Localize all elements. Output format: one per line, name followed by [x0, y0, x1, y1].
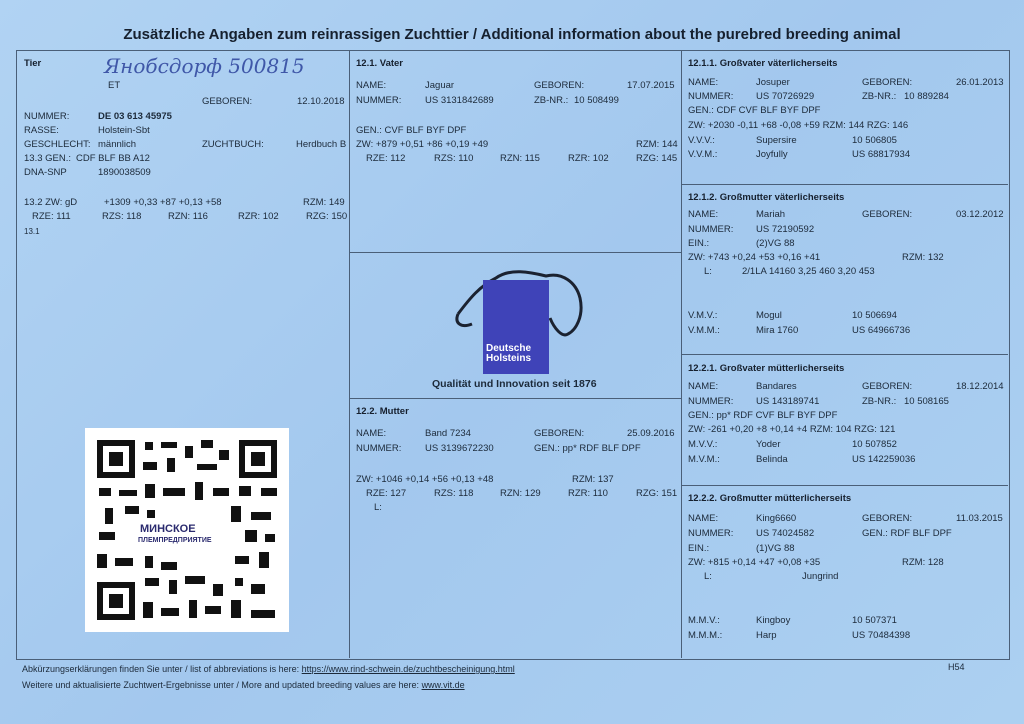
- gf-mat-name: Bandares: [756, 381, 797, 392]
- gf-mat-header: 12.2.1. Großvater mütterlicherseits: [688, 363, 845, 374]
- gm-pat-vmv-nr: 10 506694: [852, 310, 897, 321]
- rzg-value: RZG: 150: [306, 211, 348, 222]
- gm-mat-zw: ZW: +815 +0,14 +47 +0,08 +35: [688, 557, 821, 568]
- gf-mat-mvm-nr: US 142259036: [852, 454, 916, 465]
- gm-pat-number: US 72190592: [756, 224, 815, 235]
- handwritten-name: Янобсдорф 500815: [104, 54, 305, 78]
- father-rzm: RZM: 144: [636, 139, 678, 150]
- holstein-logo: [450, 268, 590, 378]
- gm-mat-mmv-label: M.M.V.:: [688, 615, 720, 626]
- gm-pat-born-label: GEBOREN:: [862, 209, 913, 220]
- gm-pat-l: L:: [704, 266, 712, 277]
- gm-pat-ein-label: EIN.:: [688, 238, 710, 249]
- gm-pat-vmv: Mogul: [756, 310, 782, 321]
- gf-mat-zb: 10 508165: [904, 396, 949, 407]
- animal-number: DE 03 613 45975: [98, 111, 172, 122]
- divider: [350, 252, 681, 253]
- logo-text: [486, 344, 531, 364]
- breed-label: RASSE:: [24, 125, 59, 136]
- father-rzn: RZN: 115: [500, 153, 540, 164]
- divider: [349, 51, 350, 658]
- gm-mat-l: L:: [704, 571, 712, 582]
- gm-mat-born-label: GEBOREN:: [862, 513, 913, 524]
- gm-pat-vmv-label: V.M.V.:: [688, 310, 718, 321]
- father-name: Jaguar: [425, 80, 455, 91]
- father-gen: GEN.: CVF BLF BYF DPF: [356, 125, 467, 136]
- herdbook: Herdbuch B: [296, 139, 347, 150]
- rzs-value: RZS: 118: [102, 211, 142, 222]
- mother-name: Band 7234: [425, 428, 471, 439]
- gf-pat-vvv-label: V.V.V.:: [688, 135, 715, 146]
- father-born: 17.07.2015: [627, 80, 675, 91]
- gen-label: 13.3 GEN.:: [24, 153, 71, 164]
- gm-mat-ein-label: EIN.:: [688, 543, 710, 554]
- gf-mat-mvm-label: M.V.M.:: [688, 454, 720, 465]
- gm-pat-name-label: NAME:: [688, 209, 719, 220]
- gm-pat-ein: (2)VG 88: [756, 238, 795, 249]
- gf-mat-mvv-nr: 10 507852: [852, 439, 897, 450]
- divider: [682, 354, 1008, 355]
- gf-pat-header: 12.1.1. Großvater väterlicherseits: [688, 58, 838, 69]
- gf-pat-number: US 70726929: [756, 91, 815, 102]
- gf-mat-number-label: NUMMER:: [688, 396, 734, 407]
- gm-pat-vmm: Mira 1760: [756, 325, 799, 336]
- born-label: GEBOREN:: [202, 96, 253, 107]
- mother-rze: RZE: 127: [366, 488, 407, 499]
- gf-pat-zb-label: ZB-NR.:: [862, 91, 897, 102]
- gm-mat-mmm-label: M.M.M.:: [688, 630, 723, 641]
- gf-pat-name: Josuper: [756, 77, 790, 88]
- rzn-value: RZN: 116: [168, 211, 208, 222]
- gm-pat-vmm-nr: US 64966736: [852, 325, 911, 336]
- gf-mat-mvv-label: M.V.V.:: [688, 439, 718, 450]
- zw-values: +1309 +0,33 +87 +0,13 +58: [104, 197, 222, 208]
- divider: [350, 398, 681, 399]
- gm-mat-number: US 74024582: [756, 528, 815, 539]
- logo-line2: Holsteins: [486, 353, 532, 364]
- gm-pat-header: 12.1.2. Großmutter väterlicherseits: [688, 192, 845, 203]
- footer-text-2: Weitere und aktualisierte Zuchtwert-Ergebnisse unter / More and updated breeding values are here:: [22, 680, 422, 690]
- gm-mat-l-value: Jungrind: [802, 571, 839, 582]
- gm-pat-born: 03.12.2012: [956, 209, 1004, 220]
- mother-rzg: RZG: 151: [636, 488, 678, 499]
- vit-link[interactable]: www.vit.de: [421, 680, 465, 690]
- gm-mat-name: King6660: [756, 513, 797, 524]
- rze-value: RZE: 111: [32, 211, 71, 222]
- mother-rzn: RZN: 129: [500, 488, 541, 499]
- mother-number-label: NUMMER:: [356, 443, 402, 454]
- snp-label: DNA-SNP: [24, 167, 67, 178]
- gm-mat-number-label: NUMMER:: [688, 528, 734, 539]
- gm-mat-gen: GEN.: RDF BLF DPF: [862, 528, 952, 539]
- mother-rzs: RZS: 118: [434, 488, 474, 499]
- gm-pat-name: Mariah: [756, 209, 786, 220]
- logo-line1: Deutsche: [486, 343, 532, 354]
- mother-gen: GEN.: pp* RDF BLF DPF: [534, 443, 641, 454]
- mother-header: 12.2. Mutter: [356, 406, 409, 417]
- gf-mat-zb-label: ZB-NR.:: [862, 396, 897, 407]
- rzm-value: RZM: 149: [303, 197, 345, 208]
- gf-pat-number-label: NUMMER:: [688, 91, 734, 102]
- gf-mat-mvv: Yoder: [756, 439, 781, 450]
- gm-mat-ein: (1)VG 88: [756, 543, 795, 554]
- mother-rzr: RZR: 110: [568, 488, 608, 499]
- mother-number: US 3139672230: [425, 443, 494, 454]
- gf-pat-vvm-label: V.V.M.:: [688, 149, 718, 160]
- document-title: Zusätzliche Angaben zum reinrassigen Zuchttier / Additional information about the purebred breeding animal: [123, 26, 901, 43]
- gm-mat-mmv-nr: 10 507371: [852, 615, 897, 626]
- slogan: Qualität und Innovation seit 1876: [432, 378, 597, 390]
- father-zb: 10 508499: [574, 95, 619, 106]
- divider: [682, 485, 1008, 486]
- abbreviations-link[interactable]: https://www.rind-schwein.de/zuchtbescheinigung.html: [301, 664, 515, 674]
- gf-pat-gen: GEN.: CDF CVF BLF BYF DPF: [688, 105, 821, 116]
- gf-pat-vvv: Supersire: [756, 135, 797, 146]
- father-zb-label: ZB-NR.:: [534, 95, 569, 106]
- et-mark: ET: [108, 80, 121, 91]
- animal-header: Tier: [24, 58, 42, 69]
- gf-pat-vvm: Joyfully: [756, 149, 788, 160]
- gm-mat-rzm: RZM: 128: [902, 557, 944, 568]
- gm-mat-mmv: Kingboy: [756, 615, 791, 626]
- father-rzs: RZS: 110: [434, 153, 474, 164]
- gm-pat-rzm: RZM: 132: [902, 252, 944, 263]
- gf-pat-vvm-nr: US 68817934: [852, 149, 911, 160]
- gf-pat-born-label: GEBOREN:: [862, 77, 913, 88]
- number-label: NUMMER:: [24, 111, 70, 122]
- breed: Holstein-Sbt: [98, 125, 150, 136]
- gm-pat-number-label: NUMMER:: [688, 224, 734, 235]
- gm-mat-mmm: Harp: [756, 630, 777, 641]
- gen-value: CDF BLF BB A12: [76, 153, 150, 164]
- mother-zw: ZW: +1046 +0,14 +56 +0,13 +48: [356, 474, 494, 485]
- mother-born: 25.09.2016: [627, 428, 675, 439]
- rzr-value: RZR: 102: [238, 211, 279, 222]
- note-131: 13.1: [24, 227, 40, 236]
- gf-pat-zb: 10 889284: [904, 91, 949, 102]
- gf-mat-zw: ZW: -261 +0,20 +8 +0,14 +4 RZM: 104 RZG: 121: [688, 424, 896, 435]
- gm-mat-mmm-nr: US 70484398: [852, 630, 911, 641]
- mother-rzm: RZM: 137: [572, 474, 614, 485]
- gm-pat-zw: ZW: +743 +0,24 +53 +0,16 +41: [688, 252, 821, 263]
- father-rzg: RZG: 145: [636, 153, 678, 164]
- gf-pat-zw: ZW: +2030 -0,11 +68 -0,08 +59 RZM: 144 RZG: 146: [688, 120, 909, 131]
- sex-label: GESCHLECHT:: [24, 139, 91, 150]
- father-number-label: NUMMER:: [356, 95, 402, 106]
- zw-label: 13.2 ZW: gD: [24, 197, 78, 208]
- gm-mat-header: 12.2.2. Großmutter mütterlicherseits: [688, 493, 852, 504]
- mother-born-label: GEBOREN:: [534, 428, 585, 439]
- gf-mat-born: 18.12.2014: [956, 381, 1004, 392]
- father-born-label: GEBOREN:: [534, 80, 585, 91]
- gf-mat-born-label: GEBOREN:: [862, 381, 913, 392]
- gm-mat-born: 11.03.2015: [956, 513, 1003, 524]
- gm-pat-l-values: 2/1LA 14160 3,25 460 3,20 453: [742, 266, 875, 277]
- gf-pat-born: 26.01.2013: [956, 77, 1004, 88]
- qr-brand-label: МИНСКОЕ: [140, 523, 196, 535]
- mother-l: L:: [374, 502, 382, 513]
- herdbook-label: ZUCHTBUCH:: [202, 139, 264, 150]
- gf-mat-gen: GEN.: pp* RDF CVF BLF BYF DPF: [688, 410, 838, 421]
- qr-brand-sub: ПЛЕМПРЕДПРИЯТИЕ: [138, 537, 212, 544]
- mother-name-label: NAME:: [356, 428, 387, 439]
- gf-mat-mvm: Belinda: [756, 454, 788, 465]
- father-zw: ZW: +879 +0,51 +86 +0,19 +49: [356, 139, 489, 150]
- gf-mat-name-label: NAME:: [688, 381, 719, 392]
- father-rzr: RZR: 102: [568, 153, 609, 164]
- father-number: US 3131842689: [425, 95, 494, 106]
- snp-value: 1890038509: [98, 167, 151, 178]
- sex: männlich: [98, 139, 137, 150]
- gf-pat-name-label: NAME:: [688, 77, 719, 88]
- footer-text-1: Abkürzungserklärungen finden Sie unter / list of abbreviations is here:: [22, 664, 302, 674]
- gf-mat-number: US 143189741: [756, 396, 820, 407]
- footer-line-2: [22, 680, 465, 690]
- footer-line-1: [22, 664, 515, 674]
- gf-pat-vvv-nr: 10 506805: [852, 135, 897, 146]
- gm-pat-vmm-label: V.M.M.:: [688, 325, 720, 336]
- gm-mat-name-label: NAME:: [688, 513, 719, 524]
- father-header: 12.1. Vater: [356, 58, 404, 69]
- father-rze: RZE: 112: [366, 153, 406, 164]
- father-name-label: NAME:: [356, 80, 387, 91]
- divider: [682, 184, 1008, 185]
- form-code: H54: [948, 662, 965, 672]
- born-date: 12.10.2018: [297, 96, 345, 107]
